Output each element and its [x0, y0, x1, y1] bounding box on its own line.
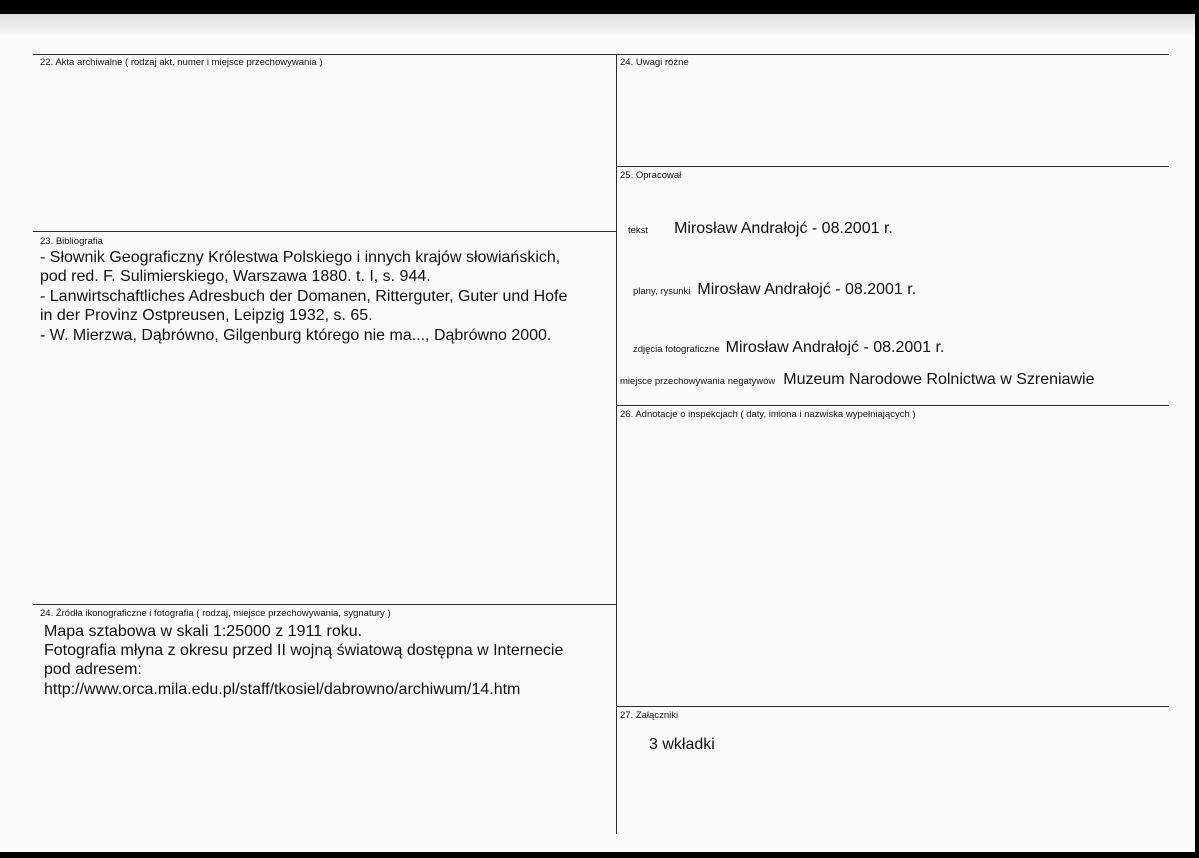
rule-left-biblio-end [33, 604, 616, 605]
negatywy-value: Muzeum Narodowe Rolnictwa w Szreniawie [783, 371, 1095, 388]
rule-right-adnotacje-end [616, 706, 1169, 707]
zrodla-line: Mapa sztabowa w skali 1:25000 z 1911 roku. [44, 623, 363, 640]
uwagi-label: 24. Uwagi różne [620, 57, 689, 68]
adnotacje-label: 26. Adnotacje o inspekcjach ( daty, imiona i nazwiska wypełniających ) [620, 409, 916, 420]
bibliografia-label: 23. Bibliografia [40, 236, 103, 247]
record-card [0, 14, 1195, 852]
tekst-value: Mirosław Andrałojć - 08.2001 r. [674, 220, 893, 237]
column-divider [616, 54, 617, 834]
opracowal-tekst-row [628, 220, 893, 238]
opracowal-negatywy-row [620, 371, 1094, 389]
zalaczniki-label: 27. Załączniki [620, 710, 679, 721]
scan-shadow [0, 14, 1195, 36]
zrodla-line: pod adresem: [44, 661, 142, 678]
bibliografia-line: pod red. F. Sulimierskiego, Warszawa 1880. t. I, s. 944. [40, 268, 431, 285]
zdjecia-label: zdjęcia fotograficzne [633, 344, 720, 355]
opracowal-plany-row [633, 281, 916, 299]
bibliografia-line: in der Provinz Ostpreusen, Leipzig 1932, s. 65. [40, 307, 373, 324]
bibliografia-line: - W. Mierzwa, Dąbrówno, Gilgenburg którego nie ma..., Dąbrówno 2000. [40, 327, 552, 344]
zrodla-url: http://www.orca.mila.edu.pl/staff/tkosiel/dabrowno/archiwum/14.htm [44, 681, 521, 698]
zdjecia-value: Mirosław Andrałojć - 08.2001 r. [725, 339, 945, 356]
rule-right-opracowal-end [616, 405, 1169, 406]
plany-value: Mirosław Andrałojć - 08.2001 r. [697, 281, 917, 298]
top-rule [33, 54, 1169, 55]
akta-label: 22. Akta archiwalne ( rodzaj akt, numer i miejsce przechowywania ) [40, 57, 323, 68]
negatywy-label: miejsce przechowywania negatywów [620, 376, 776, 387]
bibliografia-line: - Lanwirtschaftliches Adresbuch der Domanen, Ritterguter, Guter und Hofe [40, 288, 568, 305]
zalaczniki-value: 3 wkładki [649, 736, 715, 753]
tekst-label: tekst [628, 225, 649, 236]
plany-label: plany, rysunki [633, 286, 691, 297]
rule-left-akta-end [33, 231, 616, 232]
bibliografia-line: - Słownik Geograficzny Królestwa Polskiego i innych krajów słowiańskich, [40, 249, 561, 266]
opracowal-label: 25. Opracował [620, 170, 682, 181]
rule-right-uwagi-end [616, 166, 1169, 167]
zrodla-label: 24. Źródła ikonograficzne i fotografia ( rodzaj, miejsce przechowywania, sygnatury ) [40, 608, 391, 619]
zrodla-line: Fotografia młyna z okresu przed II wojną światową dostępna w Internecie [44, 642, 564, 659]
opracowal-zdjecia-row [633, 339, 944, 357]
